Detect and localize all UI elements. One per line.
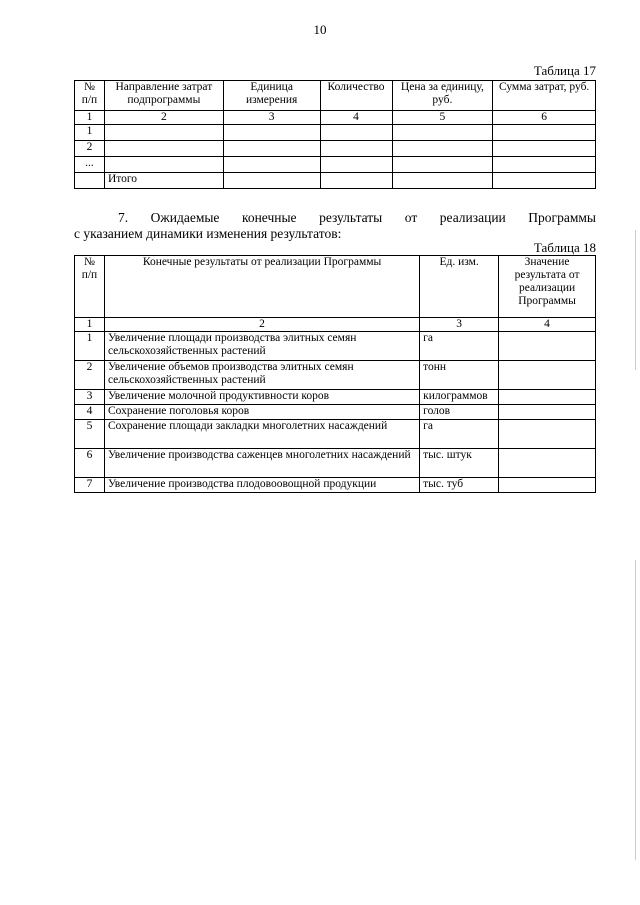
table-cell: Сохранение площади закладки многолетних насаждений <box>104 420 419 449</box>
table-cell: тонн <box>420 361 499 390</box>
table-cell <box>493 157 596 173</box>
table-cell: 5 <box>75 420 105 449</box>
table-cell <box>104 125 223 141</box>
table-cell <box>320 157 392 173</box>
table-cell: 2 <box>104 318 419 332</box>
table-cell: 3 <box>75 390 105 405</box>
table17-total-label: Итого <box>104 173 223 189</box>
table-cell: 2 <box>75 141 105 157</box>
table-cell: 1 <box>75 318 105 332</box>
table-cell <box>499 390 596 405</box>
table-cell: 1 <box>75 125 105 141</box>
table-row <box>75 390 596 405</box>
table-cell <box>499 478 596 493</box>
table-row <box>75 141 596 157</box>
table-cell <box>499 420 596 449</box>
table-cell: 5 <box>392 111 493 125</box>
table-cell <box>499 449 596 478</box>
table-row <box>75 157 596 173</box>
table-cell: ... <box>75 157 105 173</box>
table-cell <box>392 125 493 141</box>
table17-header-price: Цена за единицу, руб. <box>392 81 493 111</box>
table-cell: 1 <box>75 332 105 361</box>
table-cell <box>392 141 493 157</box>
table18-header-row <box>75 256 596 318</box>
table-cell <box>392 173 493 189</box>
table-row <box>75 361 596 390</box>
section7-heading <box>74 210 596 242</box>
scan-edge-mark <box>635 560 636 860</box>
table-cell <box>223 173 320 189</box>
table18-header-value: Значение результата от реализации Программы <box>499 256 596 318</box>
table-cell: 6 <box>75 449 105 478</box>
table17-caption: Таблица 17 <box>533 63 596 78</box>
scan-edge-mark <box>635 230 636 370</box>
table-cell: га <box>420 332 499 361</box>
table-cell <box>493 141 596 157</box>
table-cell: Увеличение молочной продуктивности коров <box>104 390 419 405</box>
table-cell <box>104 157 223 173</box>
table-row <box>75 449 596 478</box>
table-cell: тыс. штук <box>420 449 499 478</box>
table17-header-unit: Единица измерения <box>223 81 320 111</box>
table18-header-num: № п/п <box>75 256 105 318</box>
table-cell: 6 <box>493 111 596 125</box>
table-cell: га <box>420 420 499 449</box>
table18 <box>74 255 596 493</box>
table-cell <box>499 332 596 361</box>
table-cell: тыс. туб <box>420 478 499 493</box>
table17-header-direction: Направление затрат подпрограммы <box>104 81 223 111</box>
table-cell: 1 <box>75 111 105 125</box>
table-row <box>75 332 596 361</box>
section7-line1: 7. Ожидаемые конечные результаты от реализации Программы <box>118 210 596 225</box>
table-cell <box>320 141 392 157</box>
table-cell <box>493 173 596 189</box>
table17-header-num: № п/п <box>75 81 105 111</box>
table-cell <box>320 173 392 189</box>
table-cell <box>499 405 596 420</box>
table-cell: килограммов <box>420 390 499 405</box>
table-cell <box>493 125 596 141</box>
table-cell: Увеличение производства плодовоовощной продукции <box>104 478 419 493</box>
table-cell <box>499 361 596 390</box>
table-cell <box>75 173 105 189</box>
table-row <box>75 125 596 141</box>
table-cell: 2 <box>104 111 223 125</box>
table-cell: 7 <box>75 478 105 493</box>
table-cell: 4 <box>75 405 105 420</box>
table18-index-row <box>75 318 596 332</box>
table17-header-row <box>75 81 596 111</box>
table-cell: голов <box>420 405 499 420</box>
table-cell: 4 <box>320 111 392 125</box>
table-row <box>75 478 596 493</box>
table-cell <box>320 125 392 141</box>
table-cell: 3 <box>223 111 320 125</box>
page-number: 10 <box>313 22 327 37</box>
table-row <box>75 420 596 449</box>
table-cell: Увеличение площади производства элитных семян сельскохозяйственных растений <box>104 332 419 361</box>
table18-header-unit: Ед. изм. <box>420 256 499 318</box>
table-row <box>75 405 596 420</box>
table-cell: 3 <box>420 318 499 332</box>
table-cell <box>223 157 320 173</box>
table17-header-quantity: Количество <box>320 81 392 111</box>
table17-header-total: Сумма затрат, руб. <box>493 81 596 111</box>
table-cell: Сохранение поголовья коров <box>104 405 419 420</box>
section7-line2: с указанием динамики изменения результатов: <box>74 226 342 241</box>
table-cell: Увеличение объемов производства элитных семян сельскохозяйственных растений <box>104 361 419 390</box>
table-cell <box>392 157 493 173</box>
table17 <box>74 80 596 189</box>
table-cell <box>104 141 223 157</box>
table-cell: Увеличение производства саженцев многолетних насаждений <box>104 449 419 478</box>
table17-total-row <box>75 173 596 189</box>
table18-caption: Таблица 18 <box>533 240 596 255</box>
table-cell <box>223 125 320 141</box>
table-cell: 2 <box>75 361 105 390</box>
table18-header-results: Конечные результаты от реализации Программы <box>104 256 419 318</box>
table17-index-row <box>75 111 596 125</box>
table-cell: 4 <box>499 318 596 332</box>
table-cell <box>223 141 320 157</box>
